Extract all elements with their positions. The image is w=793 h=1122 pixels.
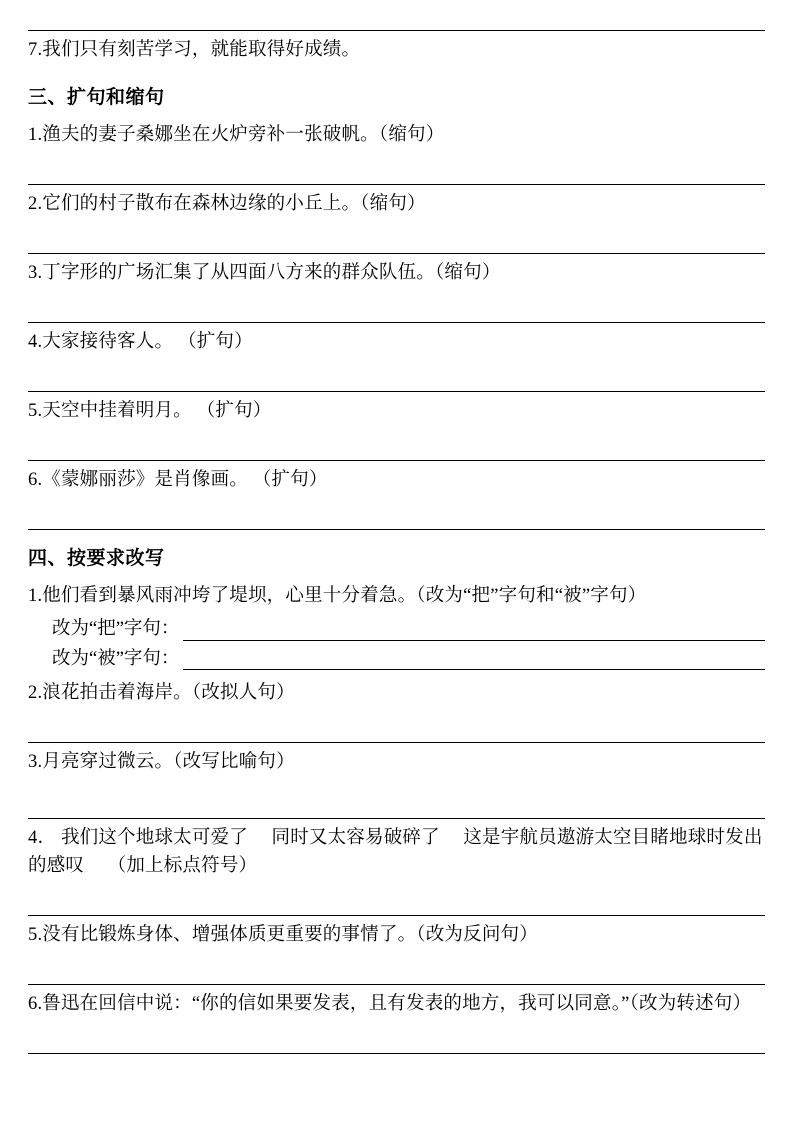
- answer-space: [28, 889, 765, 915]
- question-text: 1.他们看到暴风雨冲垮了堤坝，心里十分着急。（改为“把”字句和“被”字句）: [28, 585, 647, 606]
- answer-space: [28, 154, 765, 184]
- question-text: 4． 我们这个地球太可爱了 同时又太容易破碎了 这是宇航员遨游太空目睹地球时发出的感叹 （加上标点符号）: [28, 827, 763, 876]
- question-text: 1.渔夫的妻子桑娜坐在火炉旁补一张破帆。（缩句）: [28, 124, 445, 145]
- answer-space: [28, 223, 765, 253]
- question-text: 3.丁字形的广场汇集了从四面八方来的群众队伍。（缩句）: [28, 262, 501, 283]
- answer-label: 改为“被”字句：: [52, 648, 180, 669]
- question-text: 2.它们的村子散布在森林边缘的小丘上。（缩句）: [28, 193, 426, 214]
- answer-line-bei[interactable]: [28, 645, 765, 675]
- answer-blank[interactable]: [183, 652, 765, 670]
- question-text: 6.鲁迅在回信中说：“你的信如果要发表，且有发表的地方，我可以同意。”（改为转述句）: [28, 993, 752, 1014]
- question-text: 5.天空中挂着明月。 （扩句）: [28, 401, 272, 422]
- answer-space: [28, 954, 765, 984]
- answer-line-ba[interactable]: [28, 615, 765, 645]
- answer-space: [28, 430, 765, 460]
- question-text: 6.《蒙娜丽莎》是肖像画。 （扩句）: [28, 470, 328, 491]
- answer-space: [28, 361, 765, 391]
- answer-space: [28, 292, 765, 322]
- answer-space: [28, 1023, 765, 1053]
- question-text: 7.我们只有刻苦学习，就能取得好成绩。: [28, 40, 361, 60]
- question-text: 4.大家接待客人。 （扩句）: [28, 331, 253, 352]
- question-text: 5.没有比锻炼身体、增强体质更重要的事情了。（改为反问句）: [28, 924, 538, 945]
- answer-space: [28, 712, 765, 742]
- section-heading-three: 三、扩句和缩句: [28, 87, 165, 109]
- answer-space: [28, 499, 765, 529]
- answer-label: 改为“把”字句：: [52, 618, 180, 639]
- worksheet-content: [28, 30, 765, 1054]
- answer-space: [28, 782, 765, 818]
- section-heading-four: 四、按要求改写: [28, 548, 165, 570]
- question-text: 3.月亮穿过微云。（改写比喻句）: [28, 752, 295, 773]
- question-text: 2.浪花拍击着海岸。（改拟人句）: [28, 683, 295, 704]
- divider: [28, 1053, 765, 1054]
- answer-blank[interactable]: [183, 623, 765, 641]
